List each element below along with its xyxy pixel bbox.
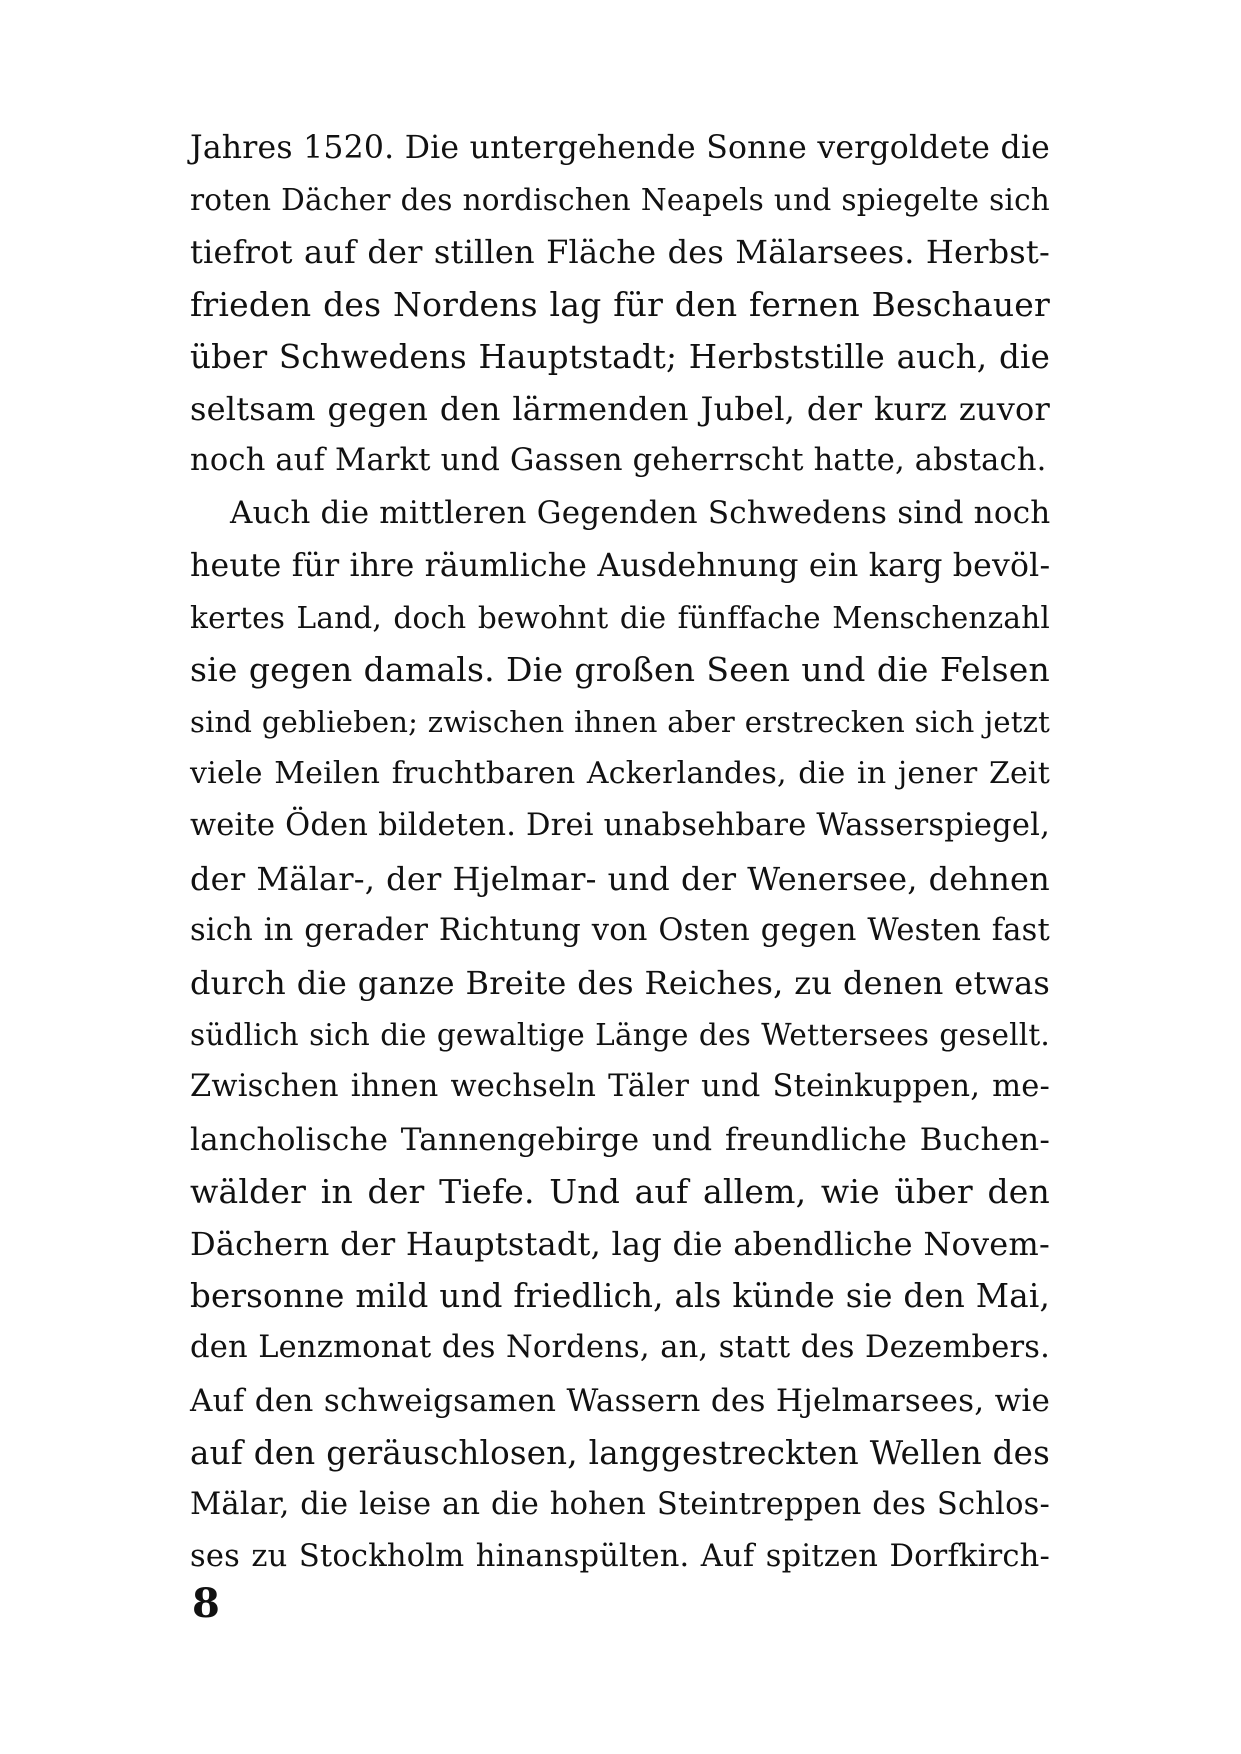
text-line: Mälar, die leise an die hohen Steintreppen des Schlos- [190,1486,1050,1522]
text-line: sich in gerader Richtung von Osten gegen Westen fast [190,912,1050,948]
text-line: Dächern der Hauptstadt, lag die abendliche Novem- [190,1224,1050,1263]
text-line: Jahres 1520. Die untergehende Sonne vergoldete die [190,130,1050,166]
text-line: südlich sich die gewaltige Länge des Wettersees gesellt. [190,1018,1050,1053]
text-line: noch auf Markt und Gassen geherrscht hatte, abstach. [190,443,1047,479]
text-line: sie gegen damals. Die großen Seen und die Felsen [190,649,1050,689]
text-line: kertes Land, doch bewohnt die fünffache Menschenzahl [190,600,1050,635]
paragraph-start-line: Auch die mittleren Gegenden Schwedens sind noch [230,495,1051,532]
text-line: sind geblieben; zwischen ihnen aber erstrecken sich jetzt [190,705,1050,740]
text-line: Zwischen ihnen wechseln Täler und Steinkuppen, me- [190,1069,1050,1105]
text-line: den Lenzmonat des Nordens, an, statt des Dezembers. [190,1330,1050,1366]
text-line: lancholische Tannengebirge und freundliche Buchen- [190,1121,1050,1158]
body-text [190,122,1050,1583]
text-line: auf den geräuschlosen, langgestreckten Wellen des [190,1433,1050,1472]
text-line: seltsam gegen den lärmenden Jubel, der kurz zuvor [190,389,1050,428]
text-line: frieden des Nordens lag für den fernen Beschauer [190,284,1050,324]
text-line: weite Öden bildeten. Drei unabsehbare Wasserspiegel, [190,808,1050,844]
text-line: der Mälar-, der Hjelmar- und der Wenersee, dehnen [190,859,1050,898]
text-line: roten Dächer des nordischen Neapels und spiegelte sich [190,183,1050,218]
text-line: über Schwedens Hauptstadt; Herbststille auch, die [190,337,1050,376]
page-number: 8 [192,1580,220,1627]
text-line: durch die ganze Breite des Reiches, zu denen etwas [190,964,1050,1002]
text-line: tiefrot auf der stillen Fläche des Mälarsees. Herbst- [190,233,1050,272]
text-line: heute für ihre räumliche Ausdehnung ein karg bevöl- [190,547,1051,584]
text-line: ses zu Stockholm hinanspülten. Auf spitzen Dorfkirch- [190,1539,1050,1575]
text-line: viele Meilen fruchtbaren Ackerlandes, die in jener Zeit [190,756,1050,792]
text-line: Auf den schweigsamen Wassern des Hjelmarsees, wie [190,1382,1050,1419]
text-line: wälder in der Tiefe. Und auf allem, wie über den [190,1171,1050,1211]
text-line: bersonne mild und friedlich, als künde sie den Mai, [190,1277,1050,1316]
